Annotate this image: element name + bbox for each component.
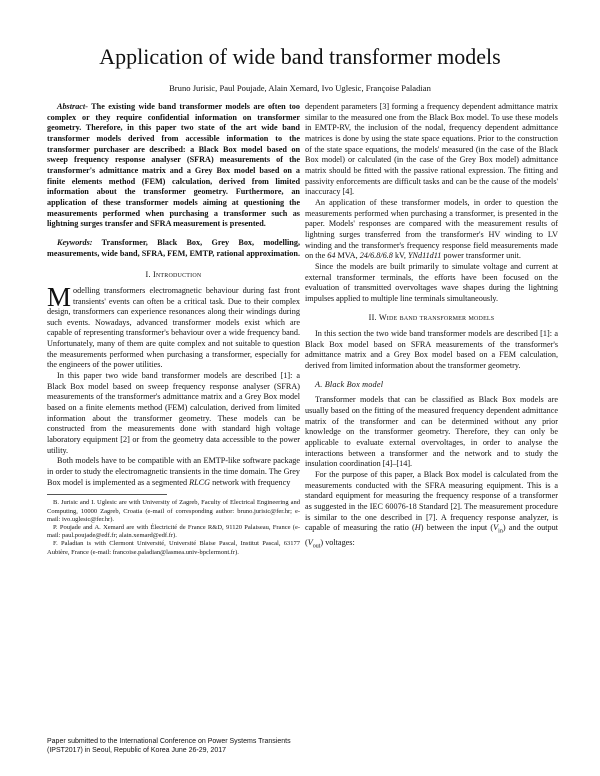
footnotes (47, 499, 300, 556)
intro-paragraph-1: Modelling transformers electromagnetic behaviour during fast front transients' events can often be a critical task. Due to their complex design, transformers can experience resonances along their windings during such events. Nowadays, advanced transformer models exist which are capable of representing transformer's behaviour over a wide frequency band. Unfortunately, many of them are quite complex and not suitable to question the measurements performed when purchasing a transformer, especially for the engineers of the power utilities. (47, 281, 300, 370)
keywords-text: Transformer, Black Box, Grey Box, modelling, measurements, wide band, SFRA, FEM, EMTP, rational approximation. (47, 237, 300, 258)
right-paragraph-2: An application of these transformer models, in order to question the measurements performed when purchasing a transformer, is presented in the paper. Models' responses are compared with the measurement results of lightning surges transferred from the transformer's HV winding to LV winding and the transformer's frequency response field measurements made on the 64 MVA, 24/6.8/6.8 kV, YNd11d11 power transformer unit. (305, 197, 558, 261)
footnote-2: P. Poujade and A. Xemard are with Électricité de France R&D, 91120 Palaiseau, France (e-mail: paul.poujade@edf.fr; alain.xemard@edf.fr). (47, 523, 300, 540)
right-paragraph-1: dependent parameters [3] forming a frequency dependent admittance matrix similar to the measured one from the Black Box model. To use these models in EMTP-RV, the inclusion of the nodal, frequency dependent admittance matrices is done by using the state space equations. Prior to the construction of the state space equations, the models' measured (in the case of the Black Box model) or calculated (in the case of the Grey Box model) admittance matrix should be fitted with the passive rational expression. The fitting and passivity enforcements are difficult tasks and can be the cause of the models' inaccuracy [4]. (305, 102, 558, 197)
keywords (47, 238, 300, 259)
black-box-paragraph-2: For the purpose of this paper, a Black Box model is calculated from the measurements conducted with the SFRA measuring equipment. This is a standard equipment for measuring the frequency response of a transformer as suggested in the IEC 60076-18 Standard [2]. The measurement procedure is similar to the one described in [7]. A frequency response analyzer, is capable of measuring the ratio (H) between the input $(V_{in})$ and the output $(V_{out})$ voltages: (305, 470, 558, 550)
footnote-3: F. Paladian is with Clermont Université, Université Blaise Pascal, Institut Pascal, 63177 Aubière, France (e-mail: francoise.paladian@lasmea.univ-bpclermont.fr). (47, 540, 300, 556)
right-column (305, 102, 558, 552)
left-column (47, 102, 300, 557)
abstract-text: The existing wide band transformer models are often too complex or they require confidential information on transformer geometry. Therefore, in this paper two state of the art wide band transformer models derived from accessible information to the transformer purchaser are described: a Black Box model based on sweep frequency response analyser (SFRA) measurements of the transformer's admittance matrix and a Grey Box model based on a finite elements method (FEM) calculation, derived from limited information about the transformer geometry. Furthermore, an application of these transformer models aiming at questioning the measurements performed when purchasing a transformer such as lightning surges transfer and SFRA measurement is presented. (47, 102, 300, 229)
footnote-rule (47, 494, 167, 495)
paper-title: Application of wide band transformer models (99, 44, 501, 69)
abstract-label: Abstract- (57, 102, 88, 111)
footnote-1: B. Jurisic and I. Uglesic are with University of Zagreb, Faculty of Electrical Engineering and Computing, 10000 Zagreb, Croatia (e-mail of corresponding author: bruno.jurisic@fer.hr; e-mail: ivo.uglesic@fer.hr). (47, 499, 300, 523)
conference-note: Paper submitted to the International Conference on Power Systems Transients (IPST2017) in Seoul, Republic of Korea June 26-29, 2017 (47, 738, 291, 754)
section-heading-introduction: I. Introduction (145, 270, 202, 280)
author-list: Bruno Jurisic, Paul Poujade, Alain Xemard, Ivo Uglesic, Françoise Paladian (169, 83, 431, 93)
subsection-heading-black-box: A. Black Box model (315, 379, 384, 389)
section-heading-wide-band-models: II. Wide band transformer models (368, 313, 495, 323)
abstract (47, 102, 300, 230)
section2-paragraph-1: In this section the two wide band transformer models are described [1]: a Black Box model based on SFRA measurements of the transformer's admittance matrix and a Grey Box model based on a FEM calculation, derived from limited information about the transformer geometry. (305, 329, 558, 371)
intro-paragraph-2: In this paper two wide band transformer models are described [1]: a Black Box model based on sweep frequency response analyser (SFRA) measurements of the transformer's admittance matrix and a Grey Box model based on a finite elements method (FEM) calculation, derived from limited information about the transformer geometry. These models can be constructed from the measurements done with standard high voltage laboratory equipment [2] or from the geometry data accessible to the power utility. (47, 371, 300, 455)
intro-paragraph-3: Both models have to be compatible with an EMTP-like software package in order to study the electromagnetic transients in the time domain. The Grey Box model is implemented as a segmented RLCG network with frequency (47, 456, 300, 487)
black-box-paragraph-1: Transformer models that can be classified as Black Box models are usually based on the fitting of the measured frequency dependent admittance matrix of the transformer and can be determined without any prior knowledge on the transformer geometry. Therefore, they can only be applicable to evaluate external overvoltages, in order to analyse the interactions between a transformer and the network and to study the insulation coordination [4]–[14]. (305, 395, 558, 469)
keywords-label: Keywords: (57, 237, 93, 247)
right-paragraph-3: Since the models are built primarily to simulate voltage and current at external transformer terminals, the efforts have been focused on the evaluation of transmitted overvoltages wave shapes during the lightning impulses applied to multiple line terminals simultaneously. (305, 261, 558, 303)
drop-cap: M (47, 281, 72, 312)
